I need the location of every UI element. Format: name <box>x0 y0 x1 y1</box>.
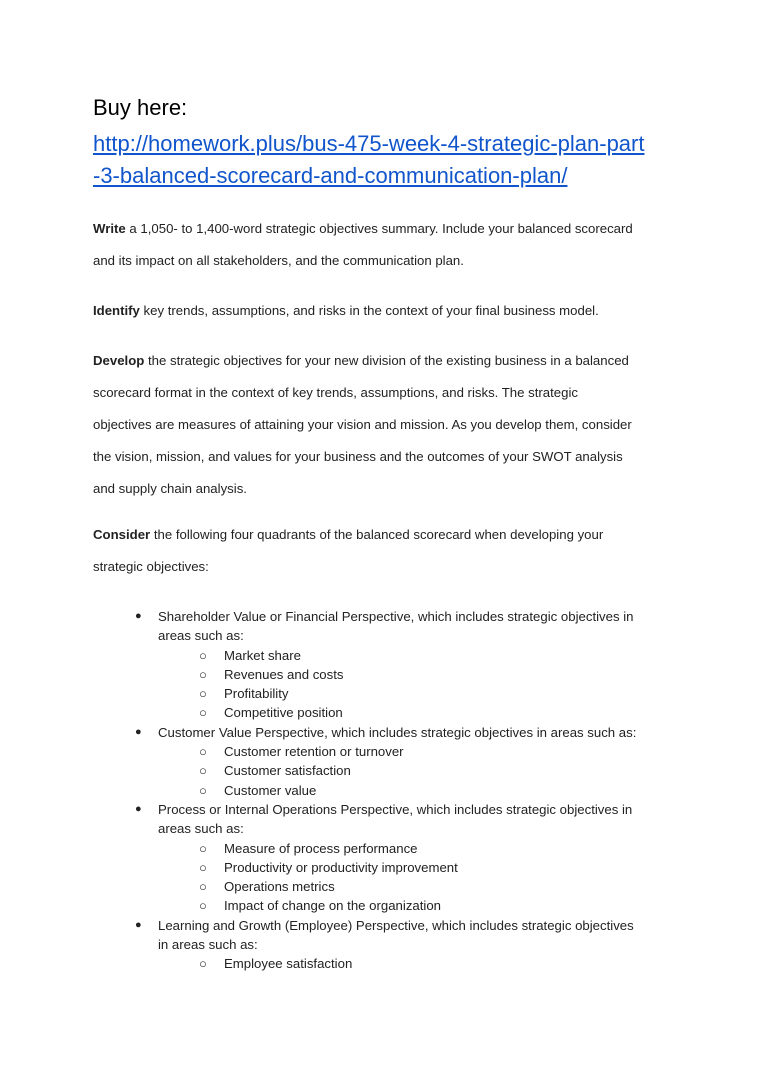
sub-list-item <box>93 703 693 722</box>
buy-here-heading: Buy here: <box>93 95 188 120</box>
bullet-icon: ● <box>135 802 142 815</box>
circle-bullet-icon: ○ <box>199 840 207 856</box>
purchase-link-line-1[interactable]: http://homework.plus/bus-475-week-4-strategic-plan-part <box>93 131 645 156</box>
sub-item-label: Competitive position <box>224 705 343 721</box>
quadrant-line-2: in areas such as: <box>158 937 258 953</box>
purchase-link-line-2[interactable]: -3-balanced-scorecard-and-communication-plan/ <box>93 163 568 188</box>
sub-item-label: Operations metrics <box>224 879 335 895</box>
sub-list-item <box>93 646 693 665</box>
sub-item-label: Productivity or productivity improvement <box>224 859 458 875</box>
identify-text-1: key trends, assumptions, and risks in the context of your final business model. <box>139 303 599 318</box>
sub-list-item <box>93 665 693 684</box>
write-text-1: a 1,050- to 1,400-word strategic objectives summary. Include your balanced scorecard <box>125 221 633 236</box>
quadrant-item <box>93 800 693 839</box>
purchase-link[interactable] <box>93 128 693 192</box>
sub-item-label: Customer value <box>224 782 317 798</box>
quadrant-text <box>158 607 693 646</box>
quadrant-line-2: areas such as: <box>158 628 244 644</box>
sub-list-item <box>93 742 693 761</box>
develop-line-4: the vision, mission, and values for your business and the outcomes of your SWOT analysis <box>93 449 623 464</box>
sub-list-item <box>93 954 693 973</box>
circle-bullet-icon: ○ <box>199 859 207 875</box>
write-paragraph <box>93 213 693 277</box>
quadrant-line-1: Customer Value Perspective, which includes strategic objectives in areas such as: <box>158 724 637 740</box>
consider-keyword: Consider <box>93 527 151 542</box>
bullet-icon: ● <box>135 725 142 738</box>
identify-paragraph <box>93 295 693 327</box>
develop-line-3: objectives are measures of attaining your vision and mission. As you develop them, consider <box>93 417 632 432</box>
circle-bullet-icon: ○ <box>199 879 207 895</box>
develop-line-1 <box>93 345 693 377</box>
circle-bullet-icon: ○ <box>199 898 207 914</box>
develop-text-1: the strategic objectives for your new division of the existing business in a balanced <box>144 353 629 368</box>
quadrant-item <box>93 723 693 742</box>
bullet-icon: ● <box>135 610 142 622</box>
circle-bullet-icon: ○ <box>199 744 207 760</box>
develop-keyword: Develop <box>93 353 145 368</box>
quadrant-text <box>158 916 693 955</box>
sub-item-label: Market share <box>224 647 301 663</box>
circle-bullet-icon: ○ <box>199 956 207 972</box>
identify-keyword: Identify <box>93 303 140 318</box>
sub-item-label: Employee satisfaction <box>224 956 353 972</box>
consider-line-2: strategic objectives: <box>93 559 209 574</box>
circle-bullet-icon: ○ <box>199 705 207 721</box>
quadrant-line-1: Process or Internal Operations Perspective, which includes strategic objectives in <box>158 801 633 817</box>
quadrant-list <box>93 607 693 974</box>
sub-list-item <box>93 858 693 877</box>
quadrant-text <box>158 800 693 839</box>
sub-list-item <box>93 761 693 780</box>
sub-item-label: Customer satisfaction <box>224 763 351 779</box>
quadrant-line-1: Shareholder Value or Financial Perspective, which includes strategic objectives in <box>158 609 634 624</box>
identify-line-1 <box>93 295 693 327</box>
sub-list-item <box>93 839 693 858</box>
sub-list-item <box>93 684 693 703</box>
quadrant-text <box>158 723 693 742</box>
develop-paragraph <box>93 345 693 505</box>
quadrant-item <box>93 916 693 955</box>
write-line-1 <box>93 213 693 245</box>
circle-bullet-icon: ○ <box>199 686 207 702</box>
circle-bullet-icon: ○ <box>199 763 207 779</box>
sub-item-label: Revenues and costs <box>224 666 344 682</box>
circle-bullet-icon: ○ <box>199 782 207 798</box>
sub-list-item <box>93 781 693 800</box>
sub-item-label: Impact of change on the organization <box>224 898 442 914</box>
quadrant-line-1: Learning and Growth (Employee) Perspective, which includes strategic objectives <box>158 917 634 933</box>
circle-bullet-icon: ○ <box>199 647 207 663</box>
quadrant-line-2: areas such as: <box>158 821 244 837</box>
quadrant-item <box>93 607 693 646</box>
sub-list-item <box>93 896 693 915</box>
sub-item-label: Customer retention or turnover <box>224 744 404 760</box>
write-keyword: Write <box>93 221 126 236</box>
sub-list-item <box>93 877 693 896</box>
circle-bullet-icon: ○ <box>199 666 207 682</box>
consider-line-1 <box>93 519 693 551</box>
consider-paragraph <box>93 519 693 583</box>
bullet-icon: ● <box>135 918 142 931</box>
sub-item-label: Measure of process performance <box>224 840 418 856</box>
sub-item-label: Profitability <box>224 686 289 702</box>
consider-text-1: the following four quadrants of the balanced scorecard when developing your <box>150 527 604 542</box>
develop-line-5: and supply chain analysis. <box>93 481 247 496</box>
develop-line-2: scorecard format in the context of key trends, assumptions, and risks. The strategic <box>93 385 578 400</box>
write-line-2: and its impact on all stakeholders, and the communication plan. <box>93 253 464 268</box>
